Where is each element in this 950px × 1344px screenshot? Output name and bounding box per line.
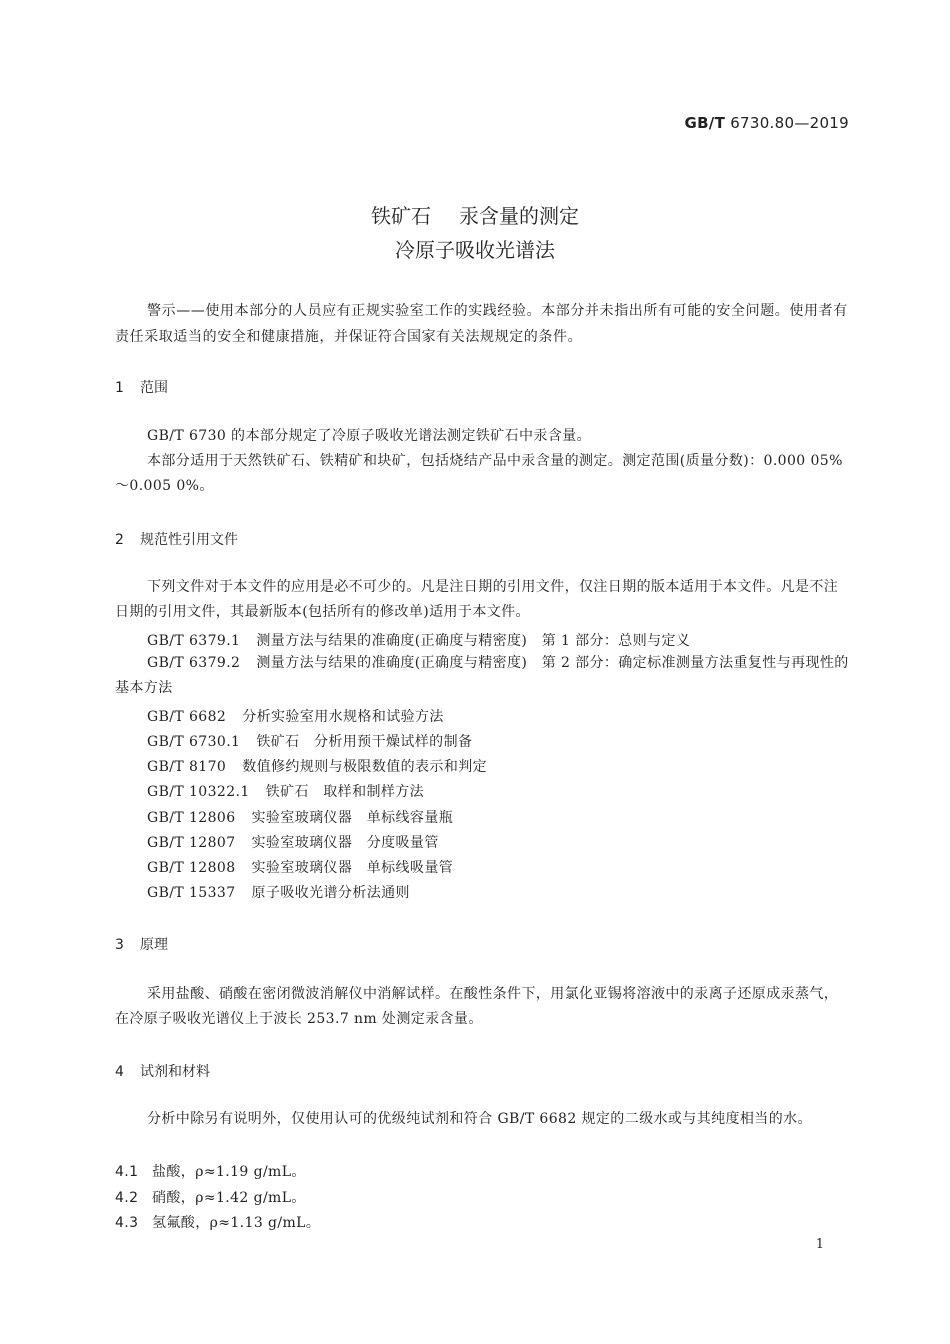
- reference-title: 铁矿石 分析用预干燥试样的制备: [256, 734, 473, 750]
- item-text: 氢氟酸，ρ≈1.13 g/mL。: [152, 1215, 321, 1231]
- section-heading-2: [115, 529, 238, 549]
- item-number: 4.1: [115, 1164, 139, 1180]
- reference-title: 铁矿石 取样和制样方法: [265, 784, 425, 800]
- section-number: 4: [115, 1064, 124, 1080]
- section-title: 原理: [140, 937, 168, 953]
- reference-item: [147, 731, 472, 751]
- standard-prefix: GB/T: [684, 114, 726, 132]
- reagents-paragraph: 分析中除另有说明外，仅使用认可的优级纯试剂和符合 GB/T 6682 规定的二级水或与其纯度相当的水。: [147, 1111, 812, 1127]
- scope-paragraph-2: 本部分适用于天然铁矿石、铁精矿和块矿，包括烧结产品中汞含量的测定。测定范围(质量分数)：0.000 05%～0.005 0%。: [115, 453, 843, 494]
- reference-title: 分析实验室用水规格和试验方法: [242, 709, 444, 725]
- item-text: 盐酸，ρ≈1.19 g/mL。: [152, 1164, 306, 1180]
- reference-title: 实验室玻璃仪器 单标线吸量管: [251, 860, 454, 876]
- item-text: 硝酸，ρ≈1.42 g/mL。: [152, 1190, 306, 1206]
- warning-text: 警示——使用本部分的人员应有正规实验室工作的实践经验。本部分并未指出所有可能的安全问题。使用者有责任采取适当的安全和健康措施，并保证符合国家有关法规规定的条件。: [115, 303, 848, 345]
- reference-item: [147, 807, 453, 827]
- section-title: 范围: [140, 380, 168, 396]
- reference-code: GB/T 15337: [147, 885, 236, 901]
- reference-title: 原子吸收光谱分析法通则: [251, 885, 410, 901]
- document-title-line1: [0, 200, 950, 229]
- references-intro: 下列文件对于本文件的应用是必不可少的。凡是注日期的引用文件，仅注日期的版本适用于本文件。凡是不注日期的引用文件，其最新版本(包括所有的修改单)适用于本文件。: [115, 579, 839, 620]
- reference-item: [147, 756, 487, 776]
- item-number: 4.2: [115, 1190, 139, 1206]
- section-heading-4: [115, 1061, 210, 1081]
- reagent-item: [115, 1161, 306, 1181]
- reference-title: 实验室玻璃仪器 单标线容量瓶: [251, 810, 454, 826]
- reference-item: [147, 630, 690, 650]
- section-number: 1: [115, 380, 124, 396]
- section-heading-3: [115, 934, 168, 954]
- section-title: 规范性引用文件: [140, 532, 238, 548]
- standard-code: 6730.80—2019: [730, 114, 849, 132]
- item-number: 4.3: [115, 1215, 139, 1231]
- reference-item: [147, 781, 424, 801]
- title-subject: 铁矿石: [371, 204, 431, 228]
- reference-item: [147, 857, 453, 877]
- page-number: 1: [815, 1237, 824, 1252]
- section-number: 3: [115, 937, 124, 953]
- reference-code: GB/T 12807: [147, 835, 236, 851]
- reference-item: [147, 882, 410, 902]
- reference-item: [115, 651, 850, 701]
- reference-code: GB/T 6730.1: [147, 734, 241, 750]
- reagent-item: [115, 1187, 306, 1207]
- section-heading-1: [115, 377, 168, 397]
- reference-code: GB/T 10322.1: [147, 784, 250, 800]
- reference-title: 测量方法与结果的准确度(正确度与精密度) 第 1 部分：总则与定义: [256, 633, 691, 649]
- document-title-line2: 冷原子吸收光谱法: [395, 238, 555, 262]
- section-title: 试剂和材料: [140, 1064, 210, 1080]
- standard-number: [684, 114, 849, 132]
- reference-code: GB/T 12806: [147, 810, 236, 826]
- reagent-item: [115, 1212, 320, 1232]
- principle-paragraph: 采用盐酸、硝酸在密闭微波消解仪中消解试样。在酸性条件下，用氯化亚锡将溶液中的汞离子还原成汞蒸气，在冷原子吸收光谱仪上于波长 253.7 nm 处测定汞含量。: [115, 986, 839, 1027]
- reference-code: GB/T 6682: [147, 709, 227, 725]
- reference-code: GB/T 8170: [147, 759, 227, 775]
- reference-code: GB/T 6379.2: [147, 655, 241, 671]
- reference-item: [147, 706, 444, 726]
- title-topic: 汞含量的测定: [459, 204, 579, 228]
- section-number: 2: [115, 532, 124, 548]
- reference-title: 数值修约规则与极限数值的表示和判定: [242, 759, 488, 775]
- reference-code: GB/T 6379.1: [147, 633, 241, 649]
- reference-title: 实验室玻璃仪器 分度吸量管: [251, 835, 439, 851]
- scope-paragraph-1: GB/T 6730 的本部分规定了冷原子吸收光谱法测定铁矿石中汞含量。: [147, 428, 592, 444]
- reference-code: GB/T 12808: [147, 860, 236, 876]
- reference-item: [147, 832, 439, 852]
- reference-title: 测量方法与结果的准确度(正确度与精密度) 第 2 部分：确定标准测量方法重复性与再现性的基本方法: [115, 655, 849, 696]
